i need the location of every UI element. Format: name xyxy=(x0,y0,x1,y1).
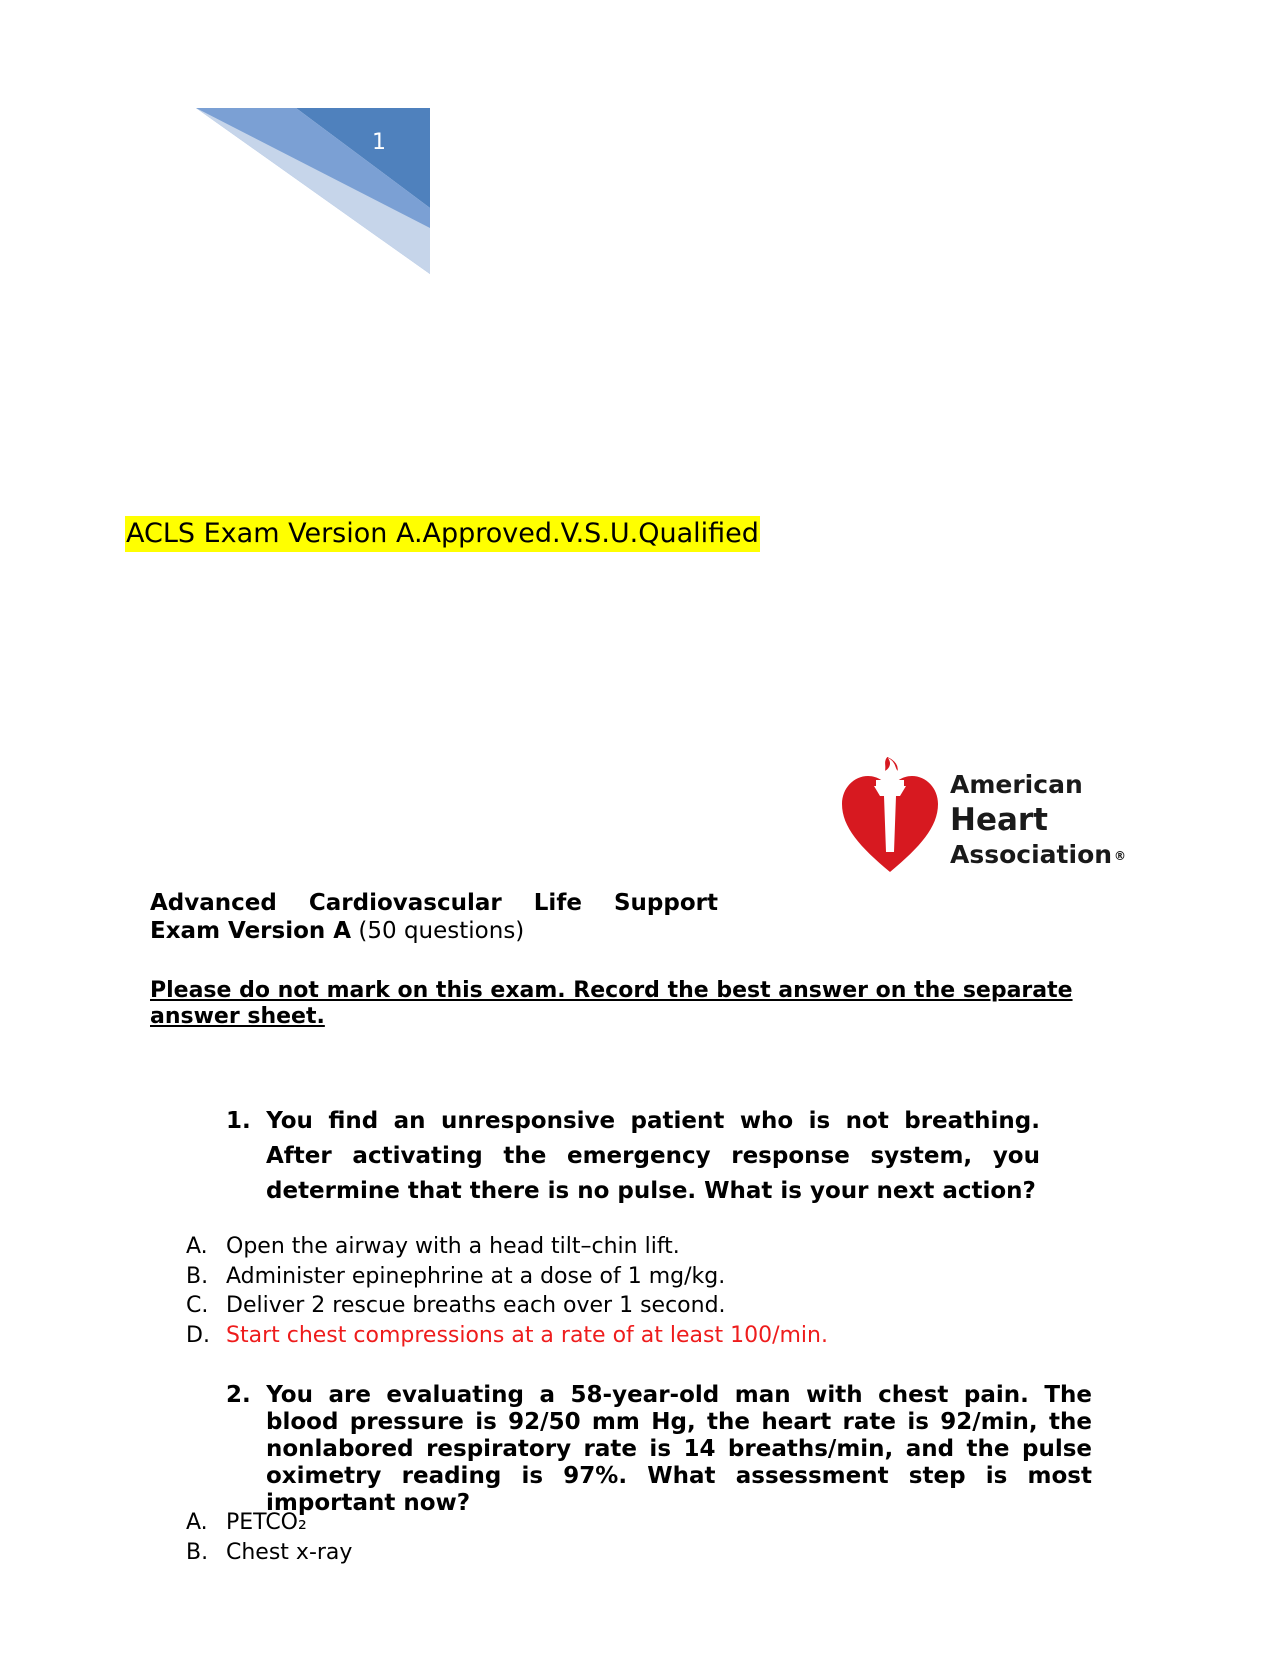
question-body: You are evaluating a 58-year-old man with chest pain. The blood pressure is 92/50 mm Hg, the heart rate is 92/min, the nonlabored respiratory rate is 14 breaths/min, and the pulse oximetry reading is 97%. What assessment step is most important now? xyxy=(266,1382,1092,1516)
option-letter: D. xyxy=(186,1322,210,1348)
option-letter: C. xyxy=(186,1293,209,1318)
answer-option xyxy=(186,1232,828,1262)
option-text: Open the airway with a head tilt–chin lift. xyxy=(226,1234,680,1259)
registered-mark: ® xyxy=(1114,849,1127,863)
course-name xyxy=(150,890,718,916)
option-letter: A. xyxy=(186,1510,208,1535)
exam-instruction: Please do not mark on this exam. Record the best answer on the separate answer sheet. xyxy=(150,978,1073,1029)
course-word: Support xyxy=(613,890,718,916)
course-word: Advanced xyxy=(150,890,277,916)
option-text: Administer epinephrine at a dose of 1 mg/kg. xyxy=(226,1263,726,1289)
logo-association-word: Association xyxy=(950,840,1113,869)
answer-options-1 xyxy=(186,1232,828,1350)
answer-option xyxy=(186,1538,352,1568)
course-word: Life xyxy=(533,890,582,916)
exam-version xyxy=(150,918,524,944)
question-number: 2. xyxy=(226,1382,251,1408)
question-2 xyxy=(186,1382,1092,1517)
aha-logo xyxy=(840,752,1140,878)
answer-option xyxy=(186,1508,352,1538)
answer-option xyxy=(186,1262,828,1292)
option-letter: B. xyxy=(186,1263,209,1289)
question-body: You find an unresponsive patient who is not breathing. After activating the emergency response system, you determine that there is no pulse. What is your next action? xyxy=(266,1108,1041,1204)
question-number: 1. xyxy=(226,1108,251,1134)
question-count: (50 questions) xyxy=(358,918,525,944)
logo-text-american: American xyxy=(950,770,1083,799)
option-text: PETCO₂ xyxy=(226,1510,307,1535)
question-text xyxy=(226,1382,1092,1517)
option-text: Deliver 2 rescue breaths each over 1 second. xyxy=(226,1293,726,1318)
option-text: Chest x-ray xyxy=(226,1539,353,1565)
question-1 xyxy=(186,1104,1040,1209)
logo-text-association xyxy=(950,840,1126,869)
option-letter: A. xyxy=(186,1234,208,1259)
answer-option-correct xyxy=(186,1321,828,1351)
exam-version-label: Exam Version A xyxy=(150,918,352,944)
option-text-correct: Start chest compressions at a rate of at least 100/min. xyxy=(226,1322,828,1348)
logo-text-heart: Heart xyxy=(950,802,1048,838)
heart-torch-icon xyxy=(840,752,940,878)
option-letter: B. xyxy=(186,1539,209,1565)
question-text xyxy=(226,1104,1040,1209)
page-number: 1 xyxy=(372,130,386,155)
course-word: Cardiovascular xyxy=(308,890,502,916)
corner-decoration xyxy=(196,108,430,274)
answer-options-2 xyxy=(186,1508,352,1567)
answer-option xyxy=(186,1291,828,1321)
document-title: ACLS Exam Version A.Approved.V.S.U.Qualified xyxy=(125,516,760,552)
